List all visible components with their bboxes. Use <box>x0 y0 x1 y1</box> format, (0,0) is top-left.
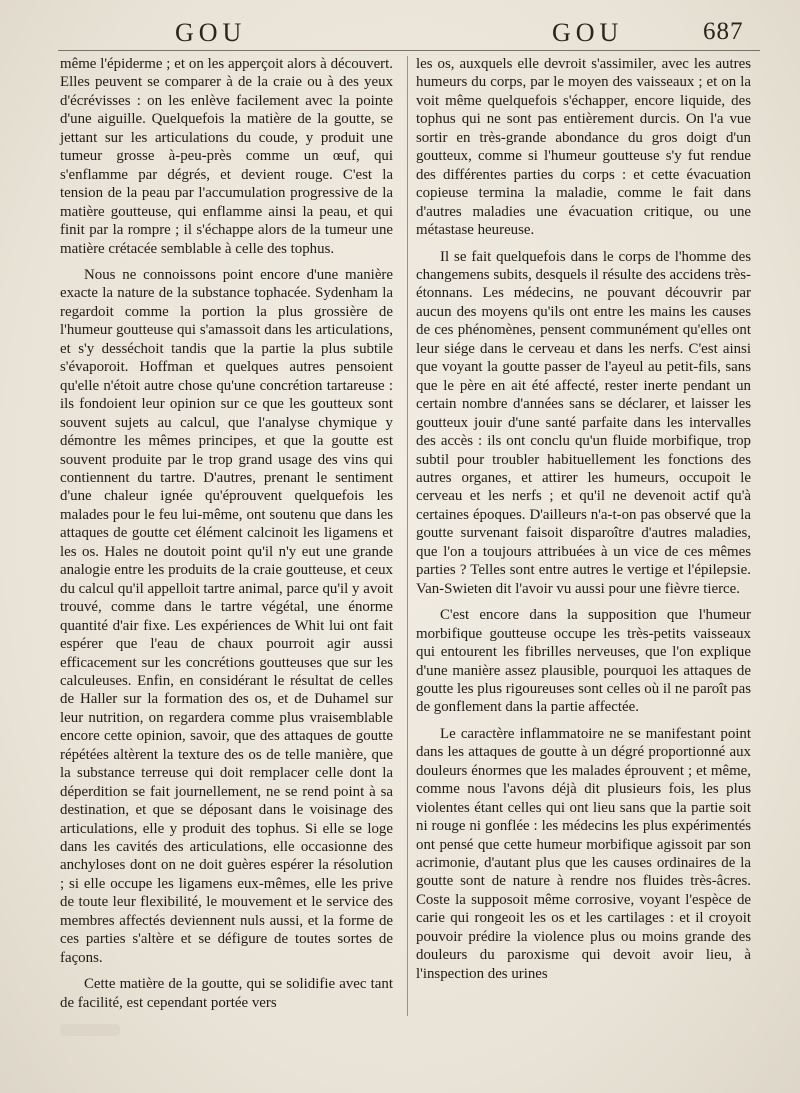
header-rule <box>58 50 760 51</box>
right-paragraph-2: Il se fait quelquefois dans le corps de l'homme des changemens subits, desquels il résulte des accidens très-étonnans. Les médecins, ne pouvant découvrir par aucun des moyens qu'ils ont entre les mains les causes de ces phénomènes, pensent communément qu'elles ont leur siége dans le cerveau et dans les nerfs. C'est ainsi que voyant la goutte passer de l'ayeul au petit-fils, sans que le père en ait été affecté, rester inerte pendant un certain nombre d'années sans se déclarer, et laisser les goutteux jouir d'une santé parfaite dans les intervalles des accès : ils ont conclu qu'un fluide morbifique, trop subtil pour troubler habituellement les fonctions des autres organes, et attirer les humeurs, occupoit le cerveau et les nerfs ; et qu'il ne devenoit actif qu'à certaines époques. D'ailleurs n'a-t-on pas observé que la goutte survenant faisoit disparoître d'autres maladies, que l'on a toujours attribuées à un vice de ces mêmes parties ? Telles sont entre autres le vertige et l'épilepsie. Van-Swieten dit l'avoir vu aussi pour une fièvre tierce. <box>416 248 751 597</box>
header-right-title: GOU <box>552 18 624 47</box>
right-paragraph-1: les os, auxquels elle devroit s'assimiler, avec les autres humeurs du corps, par le moyen des vaisseaux ; et on la voit même quelquefois s'échapper, encore liquide, des tophus qui ne sont pas entièrement durcis. On l'a vue sortir en très-grande abondance du gros doigt d'un goutteux, comme si l'humeur goutteuse s'y fut rendue des différentes parties du corps : et cette évacuation copieuse termina la maladie, comme le fait dans d'autres maladies une évacuation critique, ou une métastase heureuse. <box>416 56 751 239</box>
right-column <box>416 55 751 983</box>
paper-stain <box>60 1024 120 1036</box>
left-paragraph-2: Nous ne connoissons point encore d'une manière exacte la nature de la substance tophacée. Sydenham la regardoit comme la portion la plus grossière de l'humeur goutteuse qui s'amassoit dans les articulations, et s'y desséchoit tandis que la partie la plus subtile s'évaporoit. Hoffman et quelques autres pensoient qu'elle n'étoit autre chose qu'une concrétion tartareuse : ils fondoient leur opinion sur ce que les goutteux sont souvent sujets au calcul, que l'analyse chymique y démontre les mêmes principes, et que la goutte est souvent produite par le trop grand usage des vins qui contiennent du tartre. D'autres, prenant le sentiment d'une chaleur ignée qu'éprouvent quelquefois les malades pour le feu lui-même, ont soutenu que dans les attaques de goutte cet élément calcinoit les ligamens et les os. Hales ne doutoit point qu'il n'y eut une grande analogie entre les produits de la craie goutteuse, et ceux du calcul qu'il appelloit tartre animal, parce qu'il y avoit trouvé, comme dans le tartre végétal, une énorme quantité d'air fixe. Les expériences de Whit lui ont fait espérer que l'eau de chaux pourroit agir aussi efficacement sur les concrétions goutteuses que sur les calculeuses. Enfin, en considérant le résultat de celles de Haller sur la formation des os, et de Duhamel sur leur nutrition, on regardera comme plus vraisemblable encore cette opinion, savoir, que des attaques de goutte répétées altèrent la texture des os de telle manière, que la substance terreuse qui doit remplacer celle dont la déperdition se fait journellement, ne se rend point à sa destination, et que se déposant dans le voisinage des articulations, elle y produit des tophus. Si elle se loge dans les cavités des articulations, elle occasionne des anchyloses dont on ne doit guères espérer la résolution ; si elle occupe les ligamens eux-mêmes, elle les prive de toute leur flexibilité, le mouvement et le service des membres affectés deviennent nuls aussi, et la forme de ces parties s'altère et se défigure de toutes sortes de façons. <box>60 266 393 966</box>
left-paragraph-3: Cette matière de la goutte, qui se solidifie avec tant de facilité, est cependant portée vers <box>60 976 393 1011</box>
column-divider <box>407 56 408 1016</box>
left-paragraph-1: même l'épiderme ; et on les apperçoit alors à découvert. Elles peuvent se comparer à de la craie ou à des yeux d'écrévisses : on les enlève facilement avec la pointe d'une aiguille. Quelquefois la matière de la goutte, se jettant sur les articulations du coude, y produit une tumeur grosse à-peu-près comme un œuf, qui s'enflamme par dégrés, et devient rouge. C'est la tension de la peau par l'accumulation progressive de la matière goutteuse, qui enflamme ainsi la peau, et qui finit par la rompre ; il s'échappe alors de la tumeur une matière crétacée semblable à celle des tophus. <box>60 56 393 257</box>
right-paragraph-4: Le caractère inflammatoire ne se manifestant point dans les attaques de goutte à un dégré proportionné aux douleurs énormes que les malades éprouvent ; et même, comme nous l'avons déjà dit plusieurs fois, les plus violentes étant celles qui ont lieu sans que la partie soit ni rouge ni gonflée : les médecins les plus expérimentés ont pensé que cette humeur morbifique agissoit par son acrimonie, d'autant plus que les causes ordinaires de la goutte sont de nature à rendre nos fluides très-âcres. Coste la supposoit même corrosive, voyant l'espèce de carie qui rongeoit les os et les cartilages : et il croyoit pouvoir prédire la violence plus ou moins grande des douleurs du paroxisme qui devoit avoir lieu, à l'inspection des urines <box>416 725 751 982</box>
right-paragraph-3: C'est encore dans la supposition que l'humeur morbifique goutteuse occupe les très-petits vaisseaux qui entourent les fibrilles nerveuses, que l'on explique d'une manière assez plausible, pourquoi les attaques de goutte les plus rigoureuses sont celles où il ne paroît pas de gonflement dans la partie affectée. <box>416 607 751 716</box>
left-column <box>60 55 393 1012</box>
header-left-title: GOU <box>175 18 247 47</box>
page-number: 687 <box>703 18 744 45</box>
running-header <box>0 14 800 54</box>
